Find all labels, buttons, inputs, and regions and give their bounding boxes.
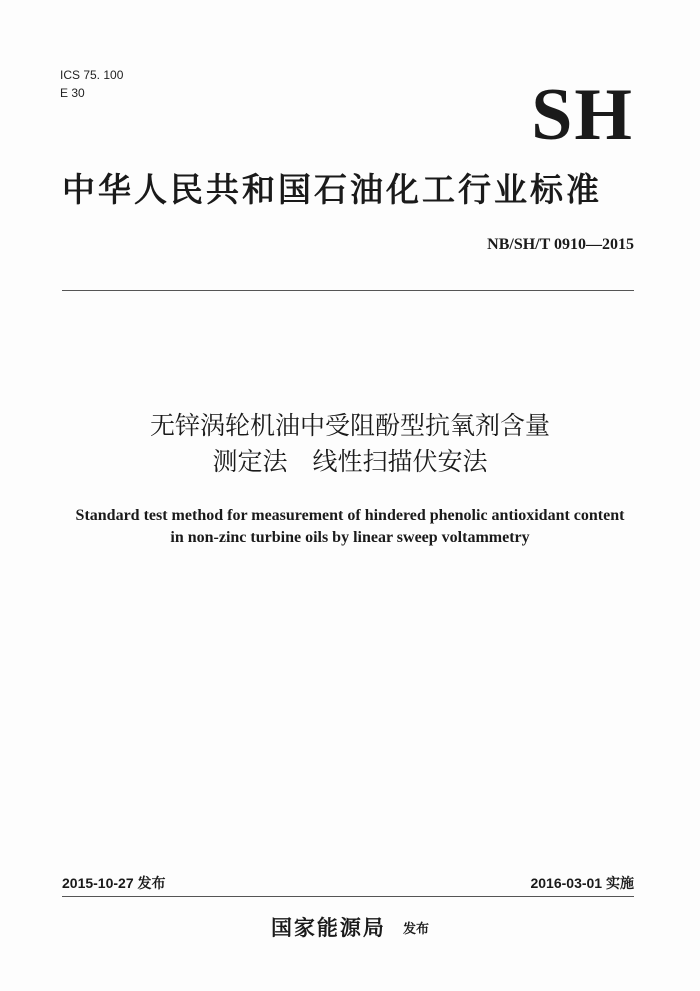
issuing-authority [0,912,700,942]
issue-date: 2015-10-27 发布 [62,875,166,891]
chinese-title-line-1: 无锌涡轮机油中受阻酚型抗氧剂含量 [149,411,550,440]
header-divider [62,290,634,291]
classification-codes [60,66,123,102]
issuer-suffix: 发布 [403,921,430,937]
organization-title: 中华人民共和国石油化工行业标准 [62,170,602,209]
standard-mark: SH [531,74,634,156]
implementation-date: 2016-03-01 实施 [530,875,634,891]
ics-code: ICS 75. 100 [60,68,124,82]
english-title-line-1: Standard test method for measurement of hindered phenolic antioxidant content [75,507,625,524]
footer-divider [62,896,634,897]
standard-number: NB/SH/T 0910—2015 [487,236,634,253]
issuer-name: 国家能源局 [270,916,386,940]
chinese-title-line-2: 测定法 线性扫描伏安法 [212,447,488,476]
english-title-line-2: in non-zinc turbine oils by linear sweep voltammetry [170,529,530,546]
english-title [0,505,700,549]
ccs-code: E 30 [60,86,85,100]
chinese-title [0,408,700,480]
